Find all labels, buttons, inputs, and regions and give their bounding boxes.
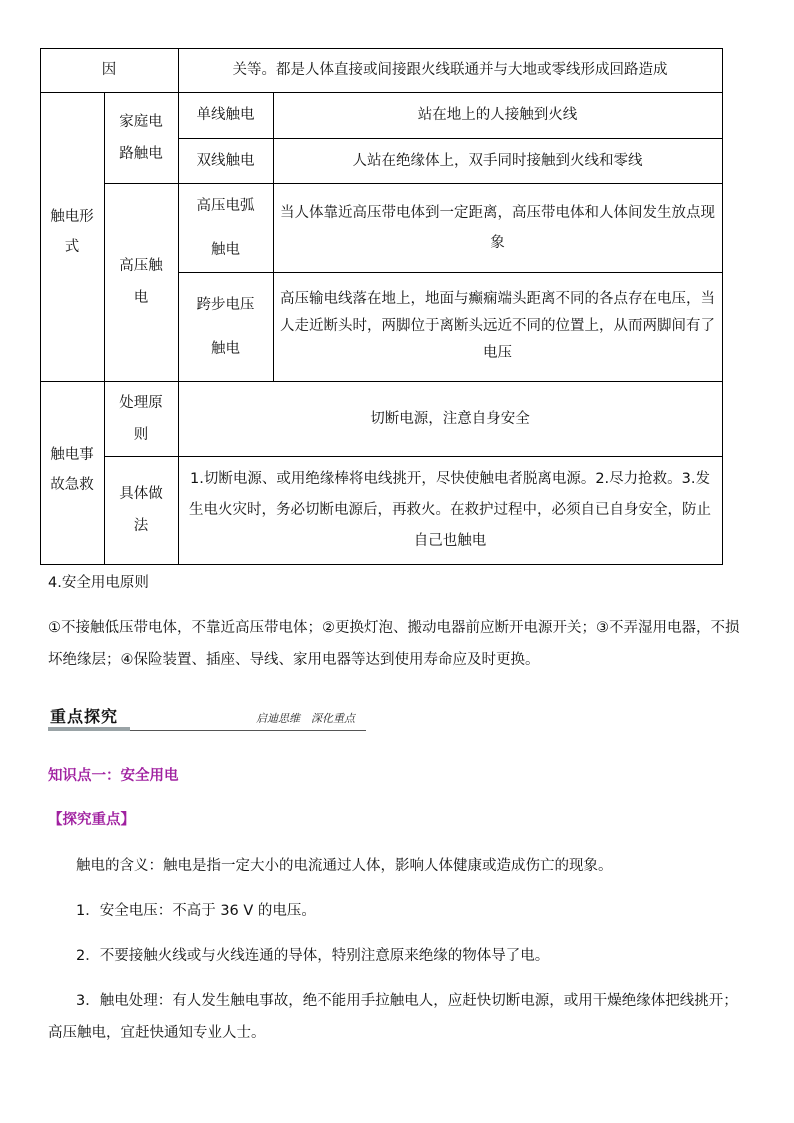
knowledge-point-heading: 知识点一：安全用电 (48, 768, 179, 784)
rescue-principle-label: 处理原则 (119, 394, 163, 443)
rescue-label: 触电事故急救 (50, 447, 94, 493)
focus-label: 【探究重点】 (48, 812, 135, 828)
single-wire-shock-desc: 站在地上的人接触到火线 (417, 107, 578, 123)
rescue-method-desc: 1.切断电源、或用绝缘棒将电线挑开，尽快使触电者脱离电源。2.尽力抢救。3.发生电火灾时，务必切断电源后，再救火。在救护过程中，必须自已自身安全，防止自己也触电 (189, 470, 711, 549)
single-wire-shock-label: 单线触电 (196, 107, 255, 123)
banner-bar (48, 727, 130, 731)
paragraph: 2．不要接触火线或与火线连通的导体，特别注意原来绝缘的物体导了电。 (76, 948, 550, 964)
rescue-method-label: 具体做法 (119, 486, 163, 534)
double-wire-shock-desc: 人站在绝缘体上，双手同时接触到火线和零线 (352, 152, 643, 169)
section-heading: 4.安全用电原则 (48, 575, 149, 591)
household-shock-label: 家庭电路触电 (119, 113, 163, 162)
paragraph: 3．触电处理：有人发生触电事故，绝不能用手拉触电人，应赶快切断电源，或用干燥绝缘体把线挑开；高压触电，宜赶快通知专业人士。 (48, 993, 738, 1041)
rescue-principle-desc: 切断电源，注意自身安全 (370, 410, 530, 427)
section-banner (48, 700, 368, 734)
step-voltage-shock-desc: 高压输电线落在地上，地面与癫痫端头距离不同的各点存在电压，当人走近断头时，两脚位于离断头远近不同的位置上，从而两脚间有了电压 (280, 291, 715, 361)
table-cell-label: 因 (101, 62, 117, 78)
step-voltage-shock-label: 跨步电压触电 (196, 296, 255, 357)
high-voltage-shock-label: 高压触电 (119, 258, 163, 306)
shock-forms-label: 触电形式 (50, 209, 94, 255)
paragraph: 1．安全电压：不高于 36 V 的电压。 (76, 903, 316, 919)
arc-shock-desc: 当人体靠近高压带电体到一定距离，高压带电体和人体间发生放点现象 (280, 204, 715, 251)
definition-paragraph: 触电的含义：触电是指一定大小的电流通过人体，影响人体健康或造成伤亡的现象。 (76, 858, 613, 874)
table-cell-content: 关等。都是人体直接或间接跟火线联通并与大地或零线形成回路造成 (232, 62, 668, 78)
double-wire-shock-label: 双线触电 (196, 152, 255, 169)
table-border-right (722, 48, 723, 565)
banner-title: 重点探究 (50, 707, 119, 726)
arc-shock-label: 高压电弧触电 (196, 197, 255, 258)
banner-line (130, 730, 366, 731)
table-border-bottom (40, 564, 723, 565)
section-paragraph: ①不接触低压带电体，不靠近高压带电体；②更换灯泡、搬动电器前应断开电源开关；③不弄湿用电器，不损坏绝缘层；④保险装置、插座、导线、家用电器等达到使用寿命应及时更换。 (48, 620, 740, 668)
banner-subtitle: 启迪思维 深化重点 (256, 712, 355, 725)
